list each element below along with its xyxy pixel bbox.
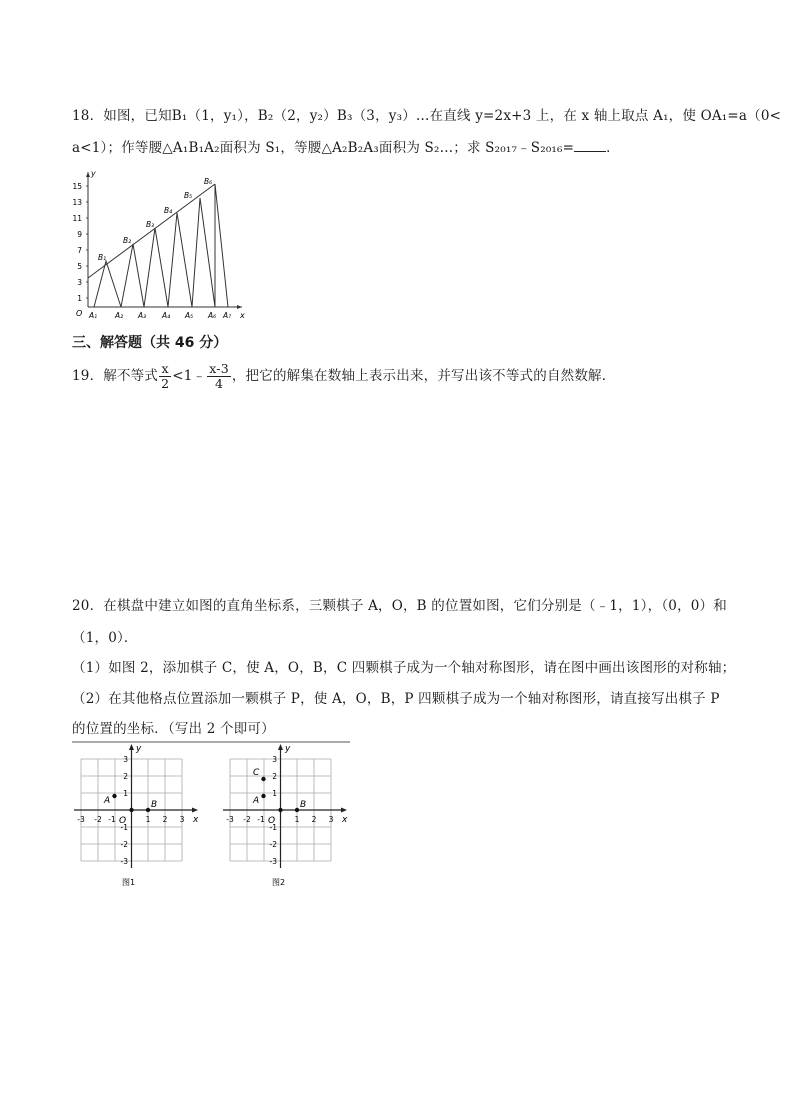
piece-B: [295, 808, 299, 812]
x-tick: 1: [294, 815, 300, 824]
point-label-B6: B₆: [204, 177, 213, 186]
figure-1: [74, 744, 199, 887]
q20-line1: 20．在棋盘中建立如图的直角坐标系，三颗棋子 A，O，B 的位置如图，它们分别是（﹣1，1），（0，0）和: [72, 598, 727, 614]
point-label-A3: A₃: [138, 311, 147, 320]
x-arrow-icon: [341, 808, 347, 813]
y-tick: 2: [272, 772, 277, 781]
q18-figure: [60, 166, 250, 320]
q20-line3: （1）如图 2，添加棋子 C，使 A，O，B，C 四颗棋子成为一个轴对称图形，请在图中画出该图形的对称轴；: [72, 660, 736, 676]
fraction-x-over-2: [159, 362, 171, 391]
x-tick: -2: [94, 815, 102, 824]
y-tick: -3: [269, 857, 277, 866]
q19-line: [72, 362, 615, 391]
point-label-B4: B₄: [164, 206, 173, 215]
figure-2-caption: 图2: [272, 878, 286, 887]
piece-A: [261, 794, 265, 798]
x-tick: -2: [243, 815, 251, 824]
y-tick: 7: [77, 246, 82, 255]
origin-label: O: [76, 309, 83, 318]
y-tick: -3: [120, 857, 128, 866]
q20-line4: （2）在其他格点位置添加一颗棋子 P，使 A，O，B，P 四颗棋子成为一个轴对称图形，请直接写出棋子 P: [72, 691, 720, 707]
q20-line2: （1，0）．: [72, 630, 138, 646]
y-arrow-icon: [129, 744, 134, 750]
y-tick: 1: [272, 789, 277, 798]
point-label-B5: B₅: [184, 191, 193, 200]
y-tick: 1: [123, 789, 128, 798]
y-tick: 1: [77, 294, 82, 303]
y-tick: 15: [72, 182, 82, 191]
y-arrow-icon: [86, 172, 90, 177]
section-heading: 三、解答题（共 46 分）: [72, 335, 228, 351]
frac1-num: x: [159, 362, 171, 377]
q20-figures: [70, 740, 352, 890]
point-label-B: B: [300, 800, 307, 810]
point-label-A: A: [104, 796, 111, 806]
origin-label: O: [119, 816, 127, 826]
y-tick: 11: [72, 214, 82, 223]
q20-line5: 的位置的坐标．（写出 2 个即可）: [72, 721, 275, 737]
point-label-B3: B₃: [146, 220, 155, 229]
q18-line2-end: ．: [606, 140, 620, 156]
x-arrow-icon: [237, 305, 242, 309]
x-arrow-icon: [192, 808, 198, 813]
figure-1-caption: 图1: [122, 878, 136, 887]
point-label-A4: A₄: [162, 311, 171, 320]
x-tick: 3: [179, 815, 185, 824]
point-label-A6: A₆: [208, 311, 217, 320]
q18-line1: 18．如图，已知B₁（1，y₁），B₂（2，y₂）B₃（3，y₃）…在直线 y=2x+3 上，在 x 轴上取点 A₁，使 OA₁=a（0<: [72, 108, 782, 124]
y-tick: 9: [77, 230, 82, 239]
y-axis-label: y: [285, 744, 291, 754]
point-label-B1: B₁: [98, 253, 107, 262]
piece-B: [146, 808, 150, 812]
point-label-A7: A₇: [223, 311, 232, 320]
q19-prefix: 19．解不等式: [72, 368, 159, 384]
q19-mid: <1﹣: [172, 368, 207, 384]
origin-label: O: [268, 816, 276, 826]
x-tick: 2: [311, 815, 317, 824]
point-label-A2: A₂: [115, 311, 124, 320]
point-label-B2: B₂: [123, 236, 132, 245]
point-label-A1: A₁: [89, 311, 98, 320]
frac1-den: 2: [161, 376, 170, 391]
point-label-C: C: [253, 768, 260, 778]
fraction-x-3-over-4: [207, 362, 231, 391]
frac2-num: x-3: [209, 361, 229, 376]
frac2-den: 4: [214, 376, 224, 391]
y-arrow-icon: [278, 744, 283, 750]
piece-O: [129, 808, 133, 812]
x-tick: -1: [257, 815, 265, 824]
piece-A: [112, 794, 116, 798]
x-tick: 1: [145, 815, 151, 824]
y-axis-label: y: [91, 169, 96, 178]
q19-suffix: ，把它的解集在数轴上表示出来，并写出该不等式的自然数解．: [231, 368, 616, 384]
x-tick: -3: [77, 815, 85, 824]
y-tick: -2: [120, 840, 128, 849]
point-label-A5: A₅: [185, 311, 194, 320]
y-tick: -1: [120, 823, 128, 832]
isosceles-triangles: [94, 184, 228, 307]
y-tick: 2: [123, 772, 128, 781]
y-tick: 5: [77, 262, 82, 271]
x-tick: -1: [108, 815, 116, 824]
x-tick: 3: [328, 815, 334, 824]
x-axis-label: x: [240, 311, 245, 320]
piece-O: [278, 808, 282, 812]
q18-line2: [72, 136, 620, 156]
x-tick: 2: [162, 815, 168, 824]
x-axis-label: x: [342, 815, 348, 825]
y-tick: 3: [77, 278, 82, 287]
x-axis-label: x: [193, 815, 199, 825]
y-tick: 13: [72, 198, 82, 207]
piece-C: [261, 777, 265, 781]
point-label-A: A: [253, 796, 260, 806]
q18-line2-text: a<1）；作等腰△A₁B₁A₂面积为 S₁，等腰△A₂B₂A₃面积为 S₂…；求 S₂₀₁₇﹣S₂₀₁₆=: [72, 140, 575, 156]
x-tick: -3: [226, 815, 234, 824]
y-axis-label: y: [136, 744, 142, 754]
y-tick: 3: [123, 755, 128, 764]
y-tick: -1: [269, 823, 277, 832]
figure-2: [223, 744, 348, 887]
y-tick: 3: [272, 755, 277, 764]
answer-blank[interactable]: [574, 139, 606, 152]
point-label-B: B: [151, 800, 158, 810]
y-tick: -2: [269, 840, 277, 849]
